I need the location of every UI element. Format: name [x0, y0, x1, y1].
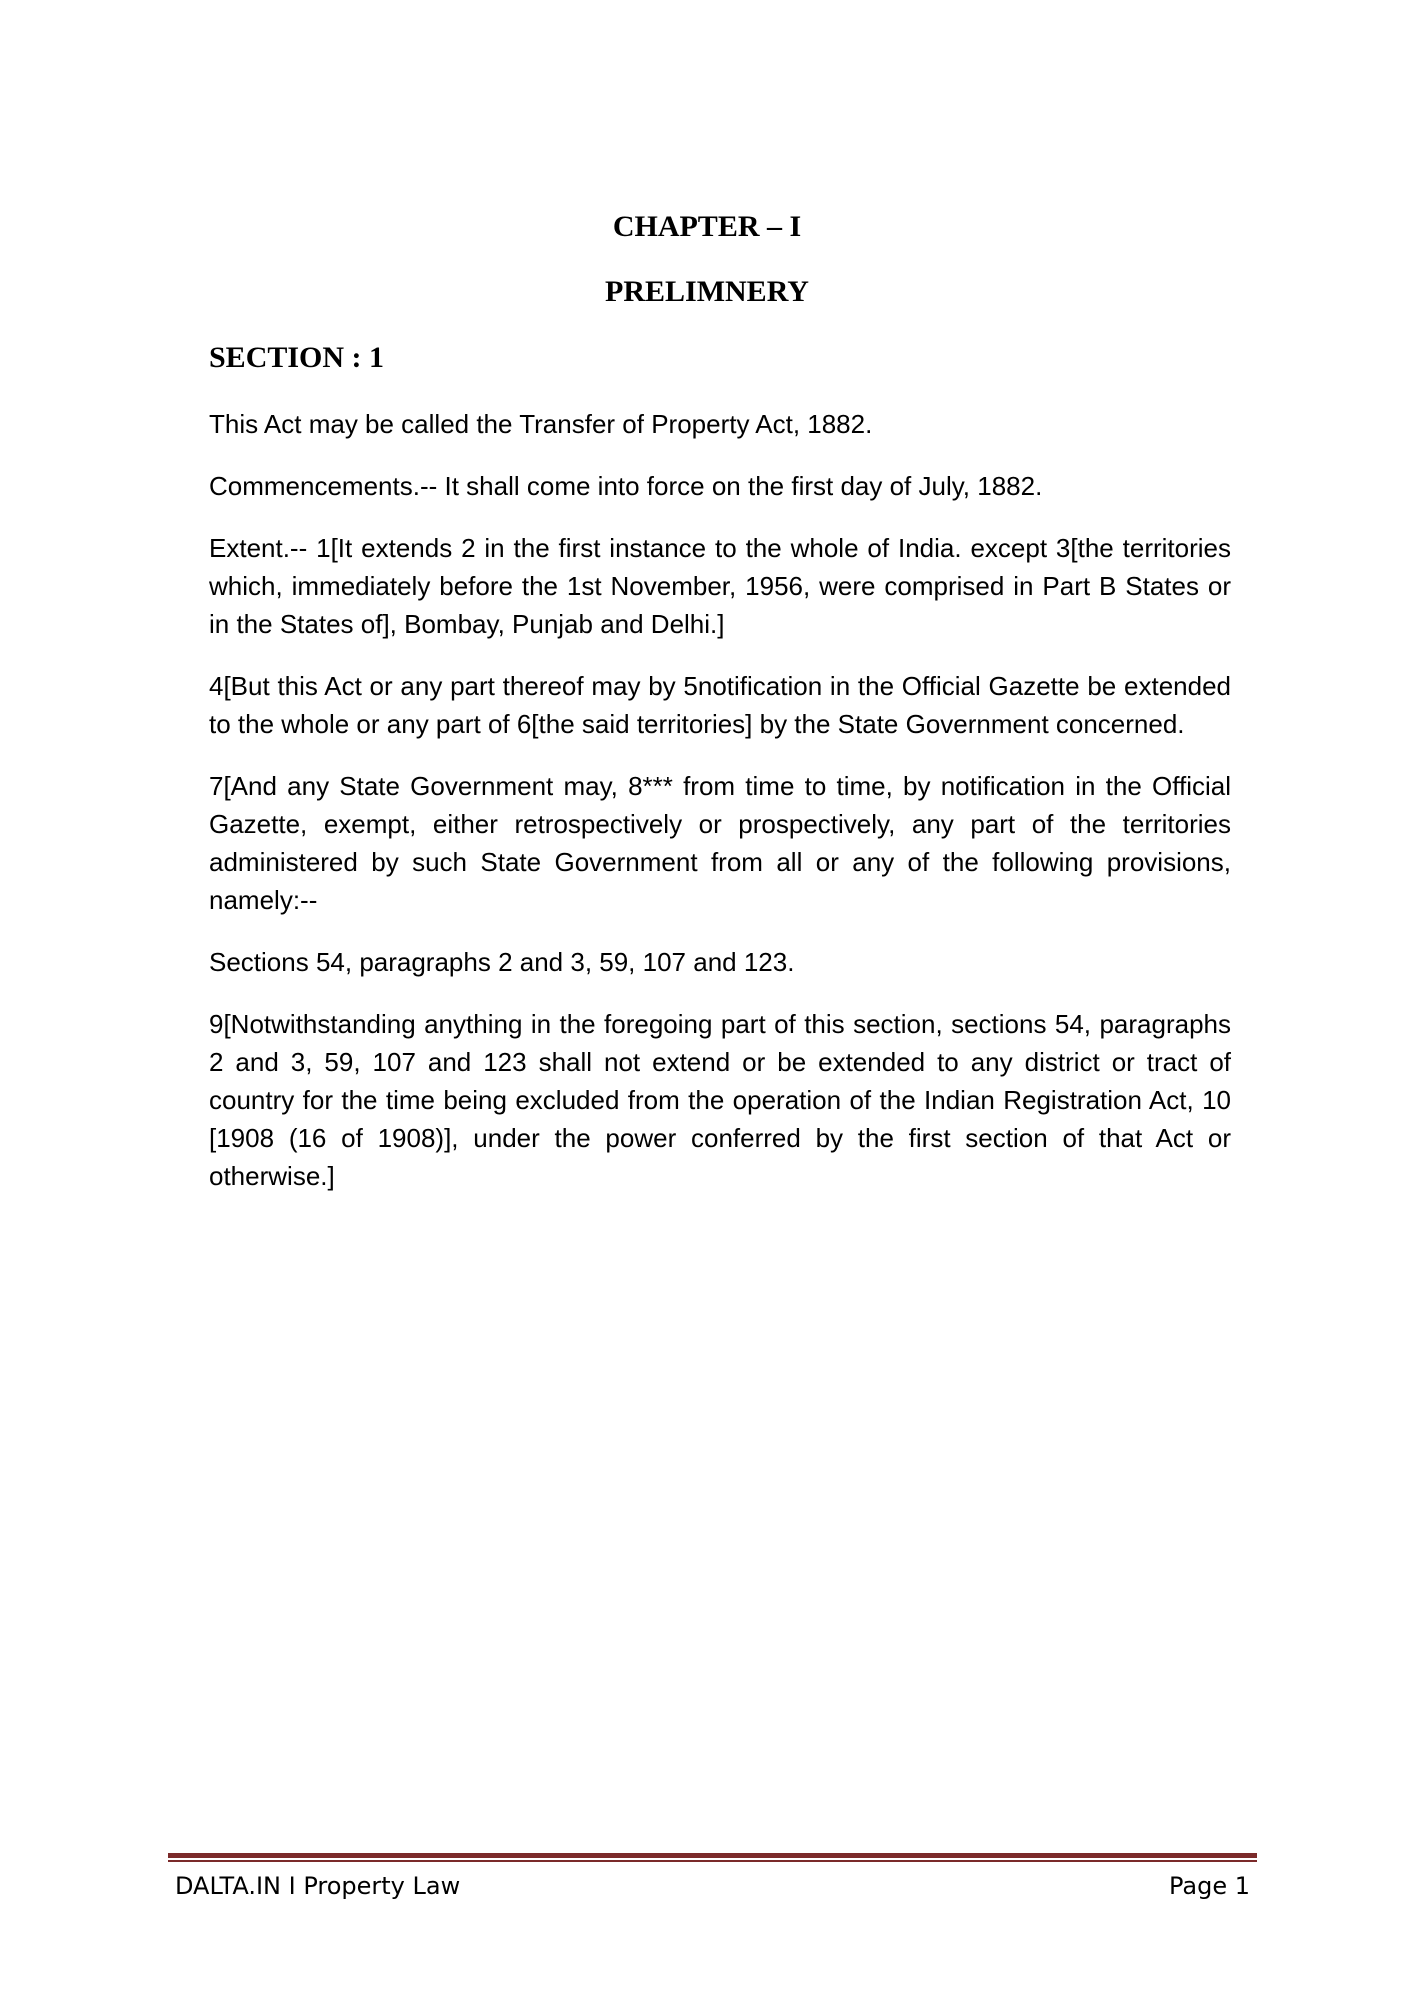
footer-divider	[168, 1853, 1257, 1862]
paragraph-exemption: 7[And any State Government may, 8*** from time to time, by notification in the Official Gazette, exempt, either retrospectively or prospectively, any part of the territories administered by such State Government from all or any of the following provisions, namely:--	[209, 771, 1231, 915]
section-heading: SECTION : 1	[209, 341, 385, 374]
paragraph-commencement: Commencements.-- It shall come into force on the first day of July, 1882.	[209, 471, 1043, 501]
footer-site-label: DALTA.IN I Property Law	[175, 1872, 461, 1900]
chapter-subtitle: PRELIMNERY	[605, 275, 809, 308]
section-body	[209, 405, 1231, 1219]
paragraph-notwithstanding: 9[Notwithstanding anything in the foregoing part of this section, sections 54, paragraphs 2 and 3, 59, 107 and 123 shall not extend or be extended to any district or tract of country for the time being excluded from the operation of the Indian Registration Act, 10 [1908 (16 of 1908)], under the power conferred by the first section of that Act or otherwise.]	[209, 1009, 1231, 1191]
footer-page-number: Page 1	[1169, 1872, 1250, 1900]
chapter-title: CHAPTER – I	[612, 210, 802, 243]
paragraph-extent: Extent.-- 1[It extends 2 in the first instance to the whole of India. except 3[the territories which, immediately before the 1st November, 1956, were comprised in Part B States or in the States of], Bombay, Punjab and Delhi.]	[209, 533, 1231, 639]
paragraph-sections-list: Sections 54, paragraphs 2 and 3, 59, 107 and 123.	[209, 947, 795, 977]
paragraph-extension: 4[But this Act or any part thereof may by 5notification in the Official Gazette be extended to the whole or any part of 6[the said territories] by the State Government concerned.	[209, 671, 1231, 739]
footer-divider-thick	[168, 1853, 1257, 1858]
paragraph-short-title: This Act may be called the Transfer of Property Act, 1882.	[209, 409, 873, 439]
footer-divider-thin	[168, 1860, 1257, 1862]
